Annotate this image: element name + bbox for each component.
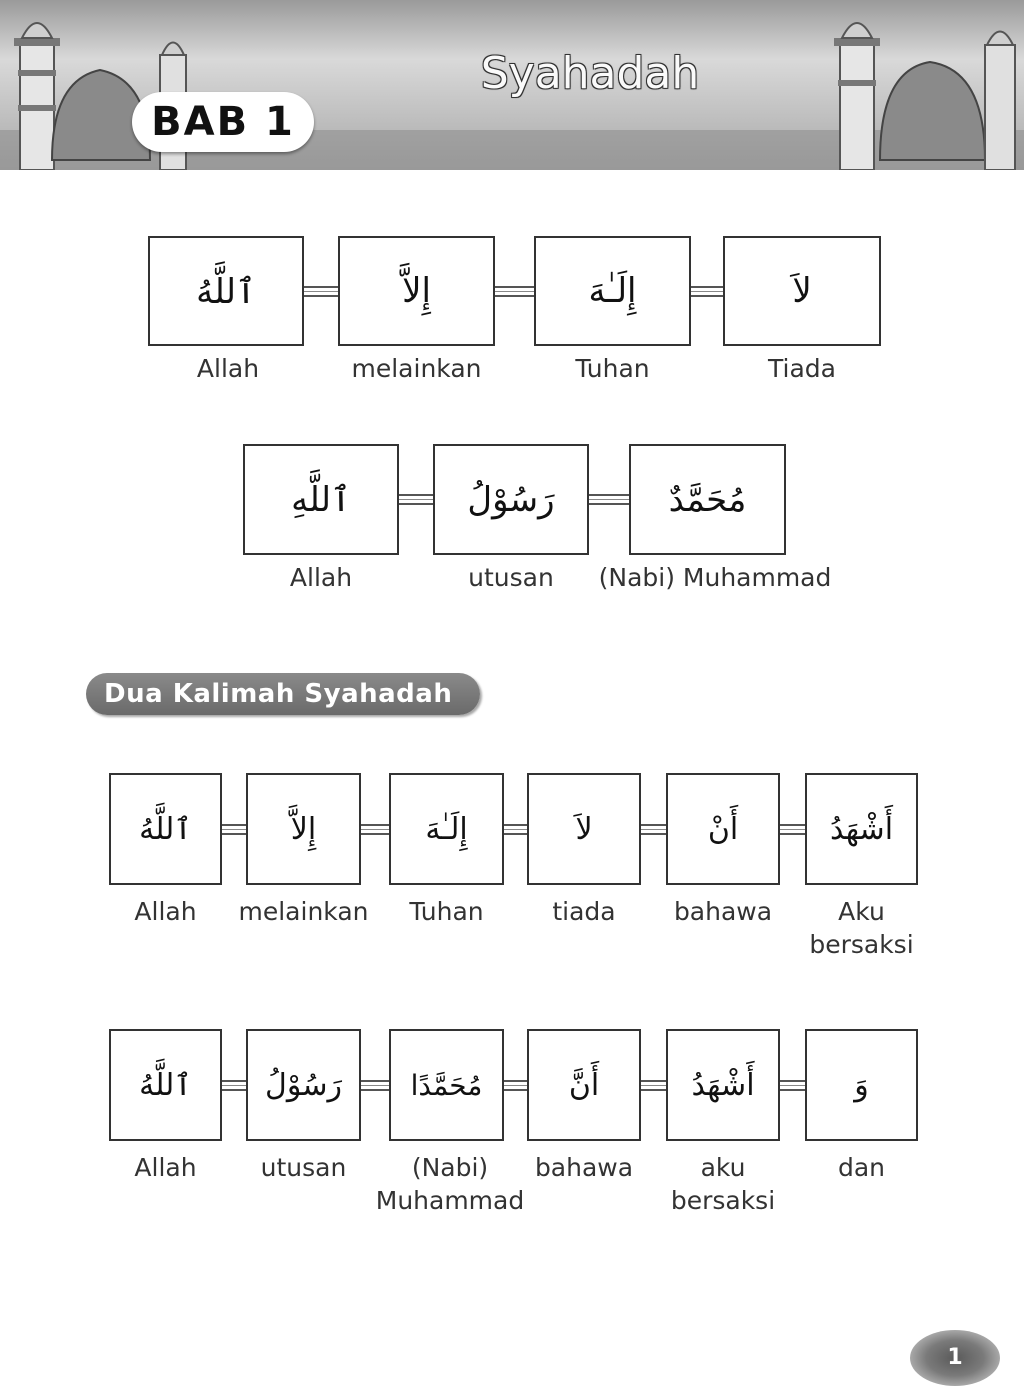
- word-box-rasul: [433, 444, 589, 555]
- connector: [222, 824, 246, 835]
- word-box-ilaha: [389, 773, 504, 885]
- meaning-label: (Nabi) Muhammad: [598, 563, 832, 592]
- connector: [589, 494, 629, 505]
- connector: [222, 1080, 246, 1091]
- page-number: 1: [910, 1330, 1000, 1386]
- meaning-label: Tiada: [768, 354, 836, 383]
- word-box-allah: [109, 773, 222, 885]
- connector: [399, 494, 433, 505]
- arabic-word: مُحَمَّدًا: [410, 1068, 483, 1102]
- word-box-allah: [148, 236, 304, 346]
- arabic-word: أَنَّ: [568, 1067, 600, 1103]
- meaning-label: Allah: [134, 897, 197, 926]
- meaning-label: Allah: [289, 563, 353, 592]
- meaning-label: Allah: [196, 354, 260, 383]
- word-box-ashhadu: [666, 1029, 780, 1141]
- arabic-word: إِلَـٰهَ: [588, 271, 637, 311]
- arabic-word: ٱللَّهُ: [139, 811, 192, 847]
- arabic-word: أَنْ: [707, 811, 739, 847]
- word-box-anna: [527, 1029, 641, 1141]
- meaning-label: Aku bersaksi: [809, 897, 914, 959]
- arabic-word: ٱللَّهِ: [291, 480, 351, 520]
- connector: [641, 824, 666, 835]
- meaning-label: Tuhan: [575, 354, 650, 383]
- word-box-ilaha: [534, 236, 691, 346]
- meaning-label: Tuhan: [409, 897, 484, 926]
- connector: [304, 286, 338, 297]
- word-box-wa: [805, 1029, 918, 1141]
- connector: [504, 824, 527, 835]
- meaning-label: bahawa: [673, 897, 773, 926]
- meaning-label: dan: [837, 1153, 886, 1182]
- word-box-rasul: [246, 1029, 361, 1141]
- word-box-ashhadu: [805, 773, 918, 885]
- meaning-label: melainkan: [238, 897, 369, 926]
- word-box-allahi: [243, 444, 399, 555]
- chapter-badge: BAB 1: [132, 92, 314, 152]
- word-box-la: [527, 773, 641, 885]
- arabic-word: إِلاَّ: [290, 811, 317, 847]
- arabic-word: ٱللَّهُ: [139, 1067, 192, 1103]
- connector: [504, 1080, 527, 1091]
- arabic-word: مُحَمَّدٌ: [668, 479, 747, 520]
- page-title: Syahadah: [480, 48, 700, 99]
- word-box-muhammad: [629, 444, 786, 555]
- arabic-word: رَسُوْلُ: [265, 1067, 342, 1103]
- connector: [691, 286, 723, 297]
- arabic-word: رَسُوْلُ: [467, 479, 555, 520]
- meaning-label: aku bersaksi: [670, 1153, 776, 1215]
- arabic-word: إِلَـٰهَ: [425, 811, 468, 847]
- meaning-label: Allah: [134, 1153, 197, 1182]
- connector: [495, 286, 534, 297]
- meaning-label: (Nabi) Muhammad: [375, 1153, 525, 1215]
- meaning-label: utusan: [468, 563, 554, 592]
- arabic-word: لاَ: [792, 271, 812, 311]
- arabic-word: لاَ: [575, 811, 593, 847]
- arabic-word: وَ: [854, 1067, 869, 1103]
- connector: [641, 1080, 666, 1091]
- connector: [780, 1080, 805, 1091]
- word-box-an: [666, 773, 780, 885]
- word-box-muhammadan: [389, 1029, 504, 1141]
- word-box-allah: [109, 1029, 222, 1141]
- word-box-illa: [246, 773, 361, 885]
- section-title-pill: Dua Kalimah Syahadah: [86, 673, 480, 715]
- connector: [361, 1080, 389, 1091]
- arabic-word: إِلاَّ: [402, 271, 431, 311]
- word-box-illa: [338, 236, 495, 346]
- meaning-label: tiada: [552, 897, 616, 926]
- connector: [361, 824, 389, 835]
- meaning-label: utusan: [260, 1153, 347, 1182]
- word-box-la: [723, 236, 881, 346]
- connector: [780, 824, 805, 835]
- meaning-label: bahawa: [534, 1153, 634, 1182]
- arabic-word: أَشْهَدُ: [691, 1067, 755, 1103]
- arabic-word: ٱللَّهُ: [196, 271, 256, 312]
- meaning-label: melainkan: [351, 354, 482, 383]
- arabic-word: أَشْهَدُ: [829, 811, 894, 847]
